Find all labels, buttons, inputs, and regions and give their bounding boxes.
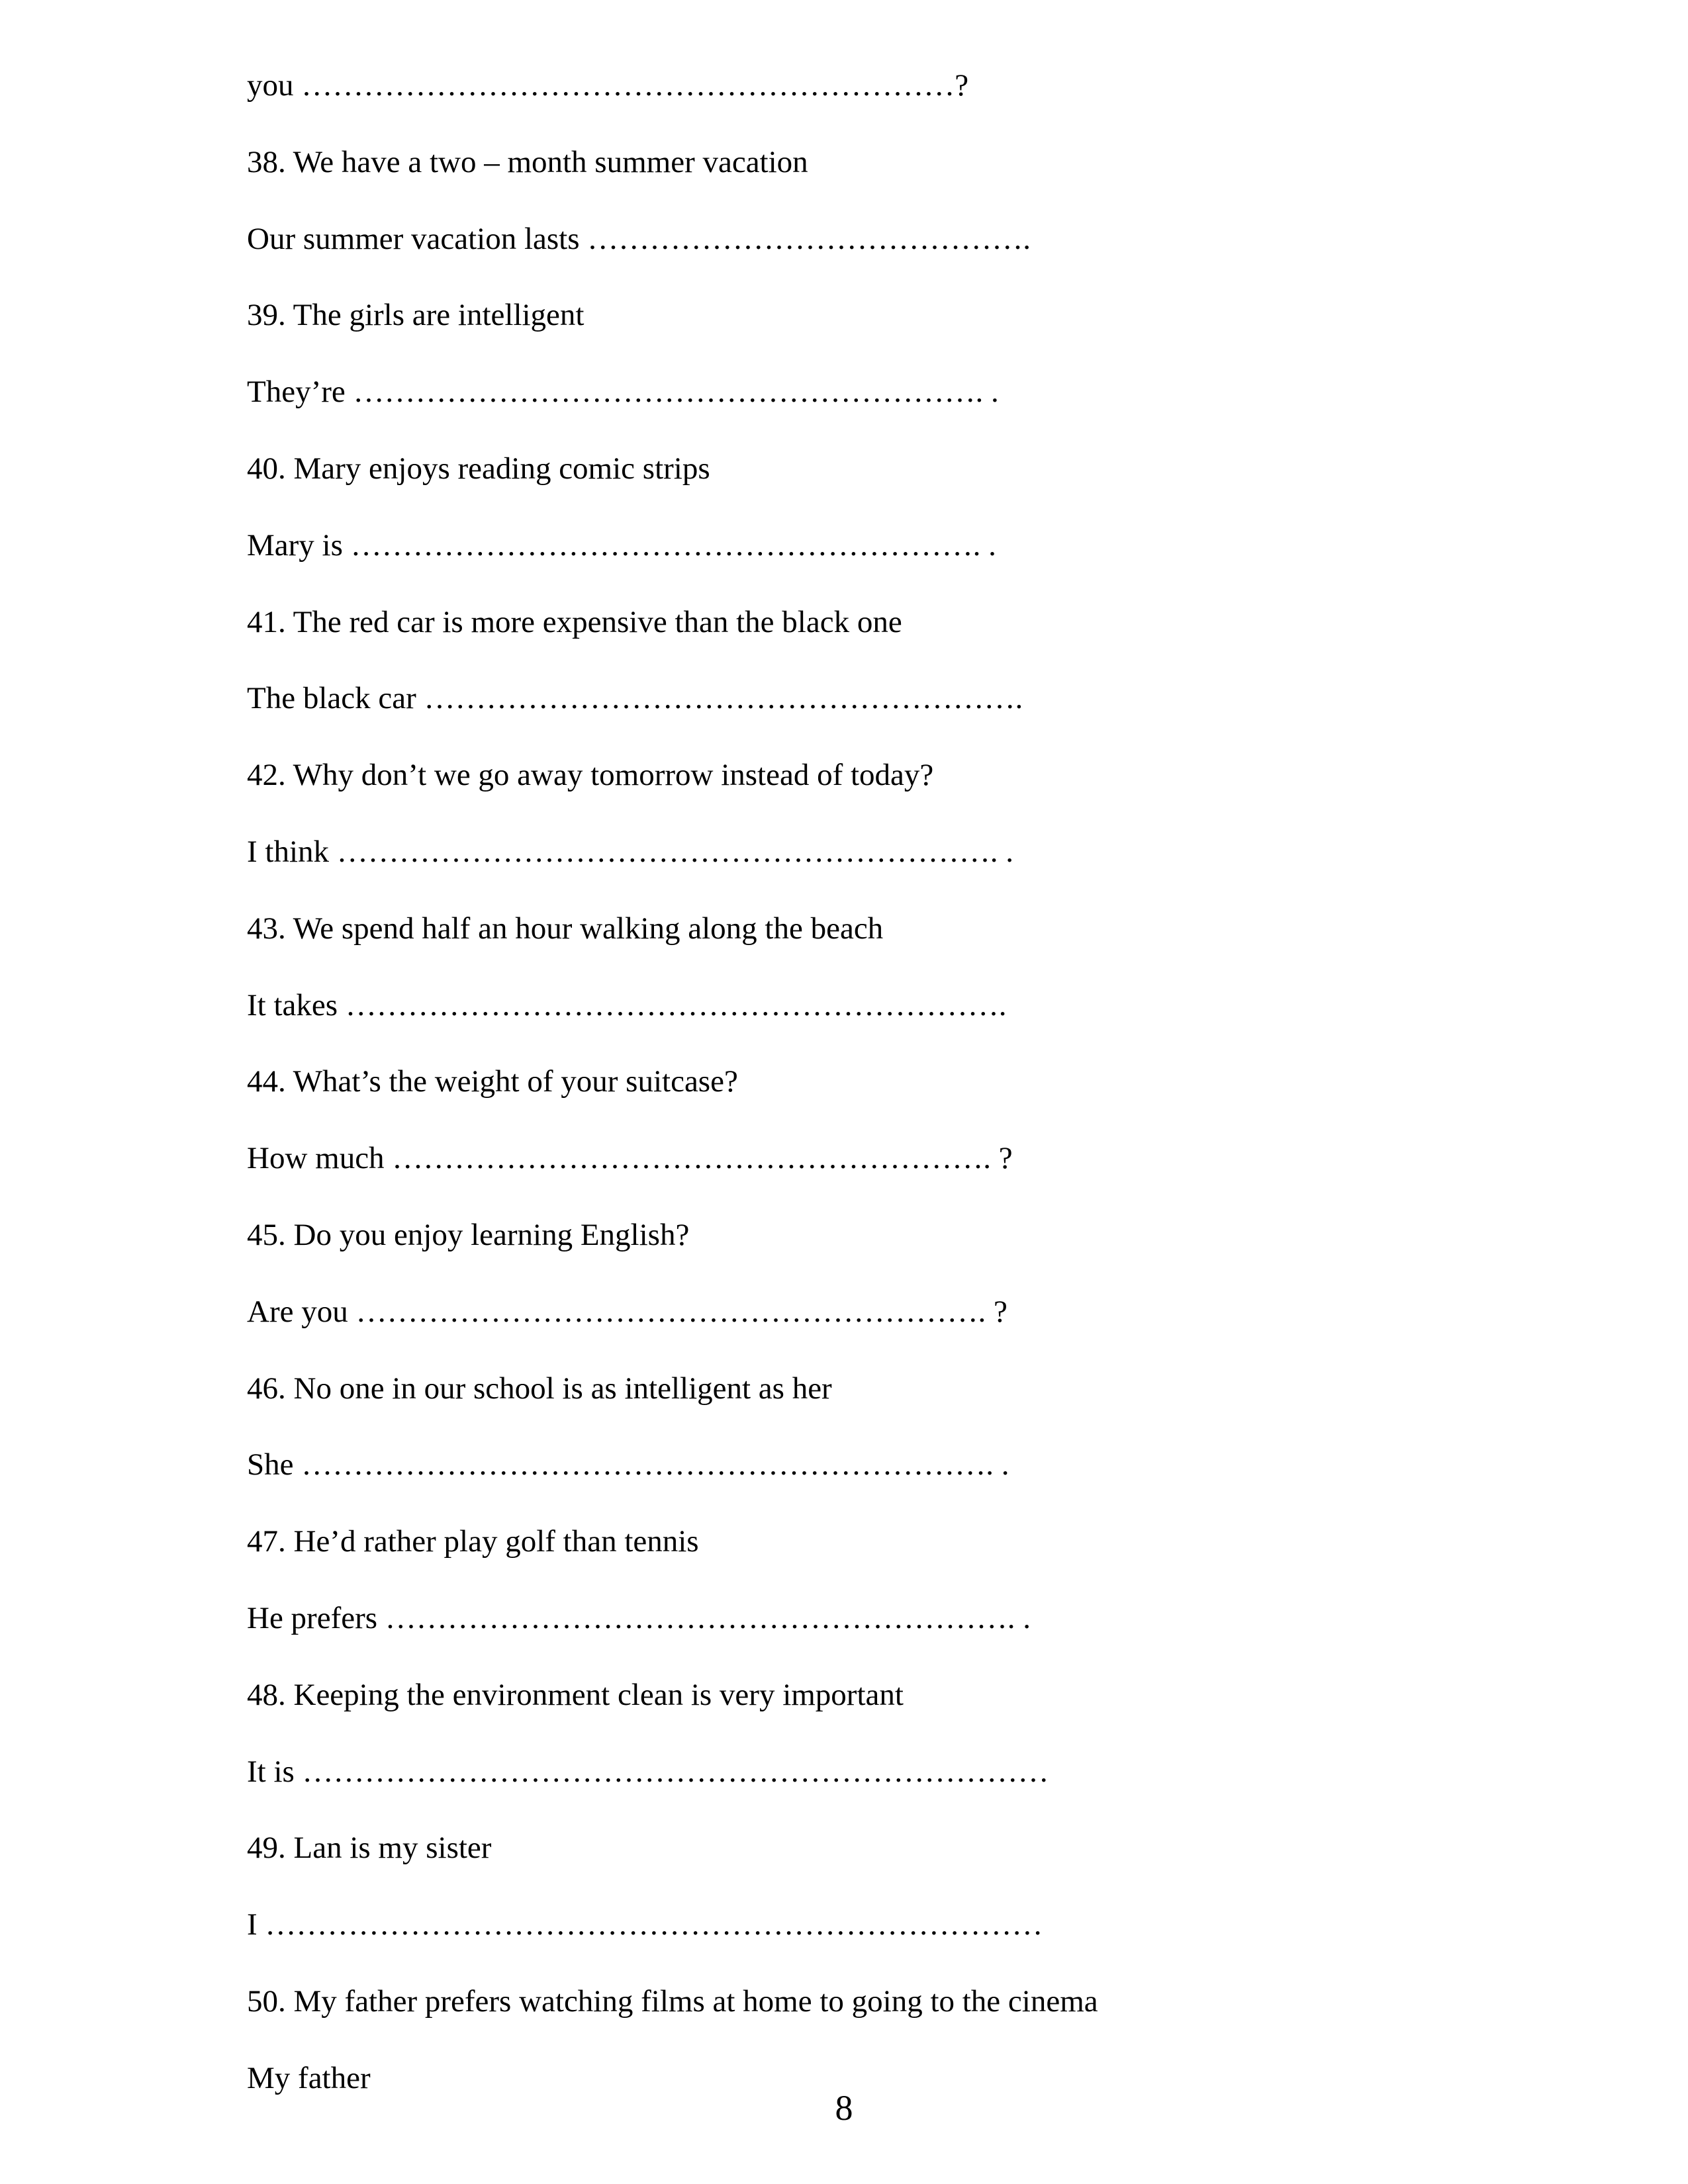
answer-line-42: I think ………………………………………………………. . xyxy=(247,834,1014,869)
question-46: 46. No one in our school is as intelligent as her xyxy=(247,1371,832,1406)
answer-line-40: Mary is ……………………………………………………. . xyxy=(247,527,996,563)
question-47: 47. He’d rather play golf than tennis xyxy=(247,1524,699,1559)
answer-line-45: Are you ……………………………………………………. ? xyxy=(247,1294,1008,1329)
question-39: 39. The girls are intelligent xyxy=(247,298,585,333)
answer-line-48: It is ……………………………………………………………… xyxy=(247,1754,1049,1789)
answer-line-37: you ………………………………………………………? xyxy=(247,68,969,103)
answer-line-43: It takes ………………………………………………………. xyxy=(247,987,1007,1023)
question-48: 48. Keeping the environment clean is very important xyxy=(247,1677,904,1712)
question-49: 49. Lan is my sister xyxy=(247,1831,492,1866)
answer-line-46: She …………………………………………………………. . xyxy=(247,1447,1009,1482)
question-43: 43. We spend half an hour walking along the beach xyxy=(247,911,884,946)
answer-line-39: They’re ……………………………………………………. . xyxy=(247,375,999,410)
answer-line-44: How much …………………………………………………. ? xyxy=(247,1141,1013,1176)
answer-line-47: He prefers ……………………………………………………. . xyxy=(247,1600,1031,1635)
question-38: 38. We have a two – month summer vacation xyxy=(247,144,808,179)
answer-line-38: Our summer vacation lasts ……………………………………. xyxy=(247,221,1031,256)
answer-line-49: I ………………………………………………………………… xyxy=(247,1907,1043,1942)
question-45: 45. Do you enjoy learning English? xyxy=(247,1217,690,1252)
question-41: 41. The red car is more expensive than the black one xyxy=(247,604,902,639)
question-42: 42. Why don’t we go away tomorrow instead of today? xyxy=(247,758,934,793)
question-44: 44. What’s the weight of your suitcase? xyxy=(247,1064,738,1099)
page-number: 8 xyxy=(835,2088,853,2128)
answer-line-41: The black car …………………………………………………. xyxy=(247,681,1023,716)
answer-line-50: My father xyxy=(247,2060,371,2095)
exercise-list xyxy=(247,48,1505,2117)
question-40: 40. Mary enjoys reading comic strips xyxy=(247,451,710,486)
question-50: 50. My father prefers watching films at home to going to the cinema xyxy=(247,1983,1098,2019)
